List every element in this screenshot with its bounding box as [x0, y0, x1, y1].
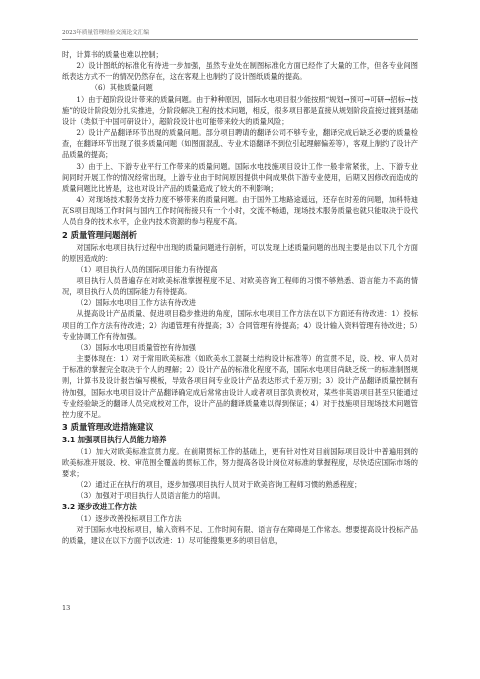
running-header: 2023年质量管理经验交流论文汇编: [62, 28, 418, 40]
paragraph: 主要体现在：1）对于常用欧美标准（如欧美水工混凝土结构设计标准等）的宣贯不足，设、校、审人员对于标准的掌握完全取决于个人的理解；2）设计产品的标准化程度不高，国际水电项目尚缺乏统一的标准制图规则，计算书及设计报告编写模板，导致各项目间专业设计产品表达形式千差万别；3）设计产品翻译质量控制有待加强，国际水电项目设计产品翻译确定成后常常由设计人或者项目部负责校对，某些非英语项目甚至只能通过专业经验缺乏的翻译人员完成校对工作，设计产品的翻译质量难以得到保证；4）对于技施项目现场技术问题管控力度不足。: [62, 354, 418, 419]
section-heading: 2 质量管理问题剖析: [62, 229, 138, 240]
subheading: （3）国际水电项目质量管控有待加强: [76, 342, 196, 352]
subheading: （2）国际水电项目工作方法有待改进: [76, 298, 196, 308]
paragraph: 从提高设计产品质量、促进项目稳步推进的角度，国际水电项目工作方法在以下方面还有待改进：1）投标项目的工作方法有待改进；2）沟通管理有待提高；3）合同管理有待提高；4）设计输入资料管理有待改进；5）专业协调工作有待加强。: [62, 309, 418, 341]
subheading: （6）其他质量问题: [90, 83, 153, 93]
paragraph: 对于国际水电投标项目，输入资料不足、工作时间有限、语言存在障碍是工作常态。想要提高设计投标产品的质量，建议在以下方面予以改进：1）尽可能搜集更多的项目信息，: [62, 525, 418, 546]
page-number: 13: [62, 604, 71, 612]
page-body: [62, 49, 418, 546]
paragraph: 4）对现场技术服务支持力度不够带来的质量问题。由于国外工地路途遥远，还存在时差的问题，加科特迪瓦S项目现场工作时间与国内工作时间衔接只有一个小时，交流不畅通，现场技术服务质量也就只能取决于设代人员自身的技术水平，企业内技术资源的参与程度不高。: [62, 195, 418, 227]
paragraph: 项目执行人员普遍存在对欧美标准掌握程度不足、对欧美咨询工程师的习惯不够熟悉、语言能力不高的情况，项目执行人员的国际能力有待提高。: [62, 275, 418, 297]
subsection-heading: 3.2 逐步改进工作方法: [62, 502, 137, 512]
paragraph: （2）通过正在执行的项目，逐步加强项目执行人员对于欧美咨询工程师习惯的熟悉程度；: [76, 480, 362, 490]
subheading: （1）项目执行人员的国际项目能力有待提高: [76, 264, 218, 274]
subheading: （1）逐步改善投标项目工作方法: [76, 513, 182, 523]
paragraph: （3）加强对于项目执行人员语言能力的培训。: [76, 491, 225, 501]
paragraph: （1）加大对欧美标准宣贯力度。在前期贯标工作的基础上，更有针对性对目前国际项目设计中普遍用到的欧美标准开展设、校、审范围全覆盖的贯标工作，努力提高各设计岗位对标准的掌握程度，尽快适应国际市场的要求；: [62, 446, 418, 478]
paragraph: 2）设计图纸的标准化有待进一步加强，虽然专业处在制图标准化方面已经作了大量的工作，但各专业间图纸表达方式不一的情况仍然存在，这在客观上也制约了设计图纸质量的提高。: [62, 61, 418, 82]
subsection-heading: 3.1 加强项目执行人员能力培养: [62, 435, 167, 444]
paragraph: 2）设计产品翻译环节出现的质量问题。部分项目聘请的翻译公司不够专业，翻译完成后缺乏必要的质量检查，在翻译环节出现了很多质量问题（如图面混乱、专业术语翻译不到位引起理解偏差等），客观上制约了设计产品质量的提高；: [62, 128, 418, 160]
paragraph: 时，计算书的质量也难以控制；: [62, 50, 163, 59]
section-heading: 3 质量管理改进措施建议: [62, 422, 154, 432]
paragraph: 1）由于超阶段设计带来的质量问题。由于种种原因，国际水电项目很少能按照“规划→预可→可研→招标→技施”的设计阶段划分扎实推进，分阶段解决工程的技术问题，相反，很多项目都是直接从规划阶段直接过渡到基础设计（类似于中国可研设计），超阶段设计也可能带来较大的质量风险；: [62, 94, 418, 126]
paragraph: 对国际水电项目执行过程中出现的质量问题进行剖析，可以发现上述质量问题的出现主要是由以下几个方面的原因造成的：: [62, 242, 418, 263]
paragraph: 3）由于上、下游专业平行工作带来的质量问题。国际水电技施项目设计工作一般非常紧张，上、下游专业间同时开展工作的情况经常出现，上游专业由于时间原因提供中间成果供下游专业使用，后期又因修改而造成的质量问题比比皆是，这也对设计产品的质量造成了较大的不利影响；: [62, 161, 418, 193]
